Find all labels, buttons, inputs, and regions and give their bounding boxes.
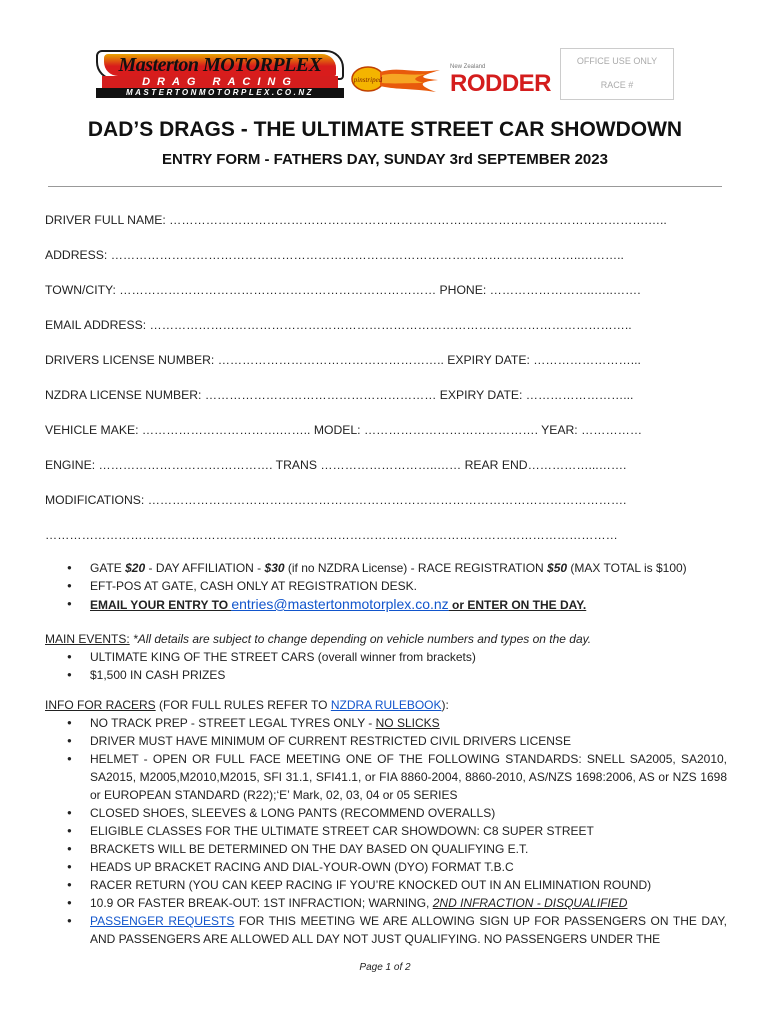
page-subtitle: ENTRY FORM - FATHERS DAY, SUNDAY 3rd SEPTEMBER 2023 — [162, 151, 608, 168]
list-item: ● CLOSED SHOES, SLEEVES & LONG PANTS (RECOMMEND OVERALLS) — [45, 804, 727, 822]
logo-brand: Masterton MOTORPLEX — [118, 54, 322, 76]
fees-section — [45, 559, 727, 614]
office-use-box — [560, 48, 674, 100]
divider — [48, 186, 722, 187]
list-item: ● EMAIL YOUR ENTRY TO entries@mastertonmotorplex.co.nz or ENTER ON THE DAY. — [45, 595, 727, 614]
info-heading: INFO FOR RACERS — [45, 698, 156, 712]
nzdra-rulebook-link[interactable]: NZDRA RULEBOOK — [330, 698, 442, 712]
engine-field[interactable]: ENGINE: ……………………………………. TRANS ………………………..…… REAR END……………...……. — [45, 458, 627, 472]
registration-price: $50 — [547, 561, 568, 575]
list-item: ● RACER RETURN (YOU CAN KEEP RACING IF YOU’RE KNOCKED OUT IN AN ELIMINATION ROUND) — [45, 876, 727, 894]
list-item: ● PASSENGER REQUESTS FOR THIS MEETING WE ARE ALLOWING SIGN UP FOR PASSENGERS ON THE DAY, AND PASSENGERS ARE ALLOWED ALL DAY NOT JUST QUALIFYING. NO PASSENGERS UNDER THE — [45, 912, 727, 948]
race-number-label: RACE # — [600, 80, 634, 90]
passenger-requests-link[interactable]: PASSENGER REQUESTS — [90, 914, 235, 928]
list-item: ● EFT-POS AT GATE, CASH ONLY AT REGISTRATION DESK. — [45, 577, 727, 595]
page-title: DAD’S DRAGS - THE ULTIMATE STREET CAR SHOWDOWN — [87, 118, 683, 141]
list-item: ● HEADS UP BRACKET RACING AND DIAL-YOUR-OWN (DYO) FORMAT T.B.C — [45, 858, 727, 876]
main-events-note: *All details are subject to change depending on vehicle numbers and types on the day. — [129, 632, 592, 646]
list-item: ● $1,500 IN CASH PRIZES — [45, 666, 727, 684]
driver-name-field[interactable]: DRIVER FULL NAME: ……………………………………………………………………………………………………….….. — [45, 213, 667, 227]
flame-sponsor-logo — [350, 62, 442, 96]
list-item: ● ULTIMATE KING OF THE STREET CARS (overall winner from brackets) — [45, 648, 727, 666]
list-item: ● GATE $20 - DAY AFFILIATION - $30 (if no NZDRA License) - RACE REGISTRATION $50 (MAX TOTAL is $100) — [45, 559, 727, 577]
list-item: ● DRIVER MUST HAVE MINIMUM OF CURRENT RESTRICTED CIVIL DRIVERS LICENSE — [45, 732, 727, 750]
masterton-motorplex-logo — [96, 50, 344, 98]
list-item: ● 10.9 OR FASTER BREAK-OUT: 1ST INFRACTION; WARNING, 2ND INFRACTION - DISQUALIFIED — [45, 894, 727, 912]
office-use-label: OFFICE USE ONLY — [576, 56, 658, 66]
svg-text:pinstriped: pinstriped — [353, 76, 383, 84]
vehicle-field[interactable]: VEHICLE MAKE: …………………………….…….. MODEL: ……………………………………. YEAR: …………… — [45, 423, 643, 437]
info-section: INFO FOR RACERS (FOR FULL RULES REFER TO NZDRA RULEBOOK): ● NO TRACK PREP - STREET LEGAL TYRES ONLY - NO SLICKS ● DRIVER MUST HAVE MINIMUM OF CURRENT RESTRICTED CIVIL DRIVERS LICENSE ● HELMET - OPEN OR FULL FACE MEETING ONE OF THE FOLLOWING STANDARDS: SNELL SA2005, SA2010, SA2015, M2005,M2010,M2015, SFI 31.1, SFI41.1, or FIA 8860-2004, 8860-2010, AS/NZS 1698:2006, AS or NZS 1698 or EUROPEAN STANDARD (R22);‘E’ Mark, 02, 03, 04 or 05 SERIES ● CLOSED SHOES, SLEEVES & LONG PANTS (RECOMMEND OVERALLS) ● ELIGIBLE CLASSES FOR THE ULTIMATE STREET CAR SHOWDOWN: C8 SUPER STREET ● BRACKETS WILL BE DETERMINED ON THE DAY BASED ON QUALIFYING E.T. ● HEADS UP BRACKET RACING AND DIAL-YOUR-OWN (DYO) FORMAT T.B.C ● RACER RETURN (YOU CAN KEEP RACING IF YOU’RE KNOCKED OUT IN AN ELIMINATION ROUND) ● 10.9 OR FASTER BREAK-OUT: 1ST INFRACTION; WARNING, 2ND INFRACTION - DISQUALIFIED ● PASSENGER REQUESTS FOR THIS MEETING WE ARE ALLOWING SIGN UP FOR PASSENGERS ON THE DAY, AND PASSENGERS ARE ALLOWED ALL DAY NOT JUST QUALIFYING. NO PASSENGERS UNDER THE — [45, 696, 727, 948]
list-item: ● BRACKETS WILL BE DETERMINED ON THE DAY BASED ON QUALIFYING E.T. — [45, 840, 727, 858]
gate-price: $20 — [125, 561, 146, 575]
modifications-field[interactable]: MODIFICATIONS: ………………………………………………………………………………………………………. — [45, 493, 627, 507]
drivers-license-field[interactable]: DRIVERS LICENSE NUMBER: ……………………………………………….. EXPIRY DATE: ……………………... — [45, 353, 641, 367]
address-field[interactable]: ADDRESS: ……………………………………………………………………………………………………..……….. — [45, 248, 624, 262]
affiliation-price: $30 — [264, 561, 285, 575]
email-address-field[interactable]: EMAIL ADDRESS: ……………………………………………………………………………………………………….. — [45, 318, 632, 332]
list-item: ● ELIGIBLE CLASSES FOR THE ULTIMATE STREET CAR SHOWDOWN: C8 SUPER STREET — [45, 822, 727, 840]
page-number: Page 1 of 2 — [359, 962, 411, 973]
modifications-extra-line[interactable]: …………………………………………………………………………………………………………………………… — [45, 528, 618, 542]
town-phone-field[interactable]: TOWN/CITY: …………………………………………………………………… PHONE: ……………………..…..……. — [45, 283, 641, 297]
main-events-section — [45, 630, 727, 684]
nzdra-license-field[interactable]: NZDRA LICENSE NUMBER: ………………………………………………… EXPIRY DATE: ……………………... — [45, 388, 634, 402]
list-item: ● NO TRACK PREP - STREET LEGAL TYRES ONLY - NO SLICKS — [45, 714, 727, 732]
main-events-heading: MAIN EVENTS: — [45, 632, 130, 646]
logo-subtitle: DRAG RACING — [102, 76, 338, 88]
logo-url: MASTERTONMOTORPLEX.CO.NZ — [96, 88, 344, 98]
rodder-small-text: New Zealand — [450, 64, 486, 70]
rodder-big-text: RODDER — [450, 70, 552, 97]
entries-email-link[interactable]: entries@mastertonmotorplex.co.nz — [231, 596, 449, 612]
nz-rodder-logo — [450, 64, 554, 96]
list-item: ● HELMET - OPEN OR FULL FACE MEETING ONE OF THE FOLLOWING STANDARDS: SNELL SA2005, SA2010, SA2015, M2005,M2010,M2015, SFI 31.1, SFI41.1, or FIA 8860-2004, 8860-2010, AS/NZS 1698:2006, AS or NZS 1698 or EUROPEAN STANDARD (R22);‘E’ Mark, 02, 03, 04 or 05 SERIES — [45, 750, 727, 804]
